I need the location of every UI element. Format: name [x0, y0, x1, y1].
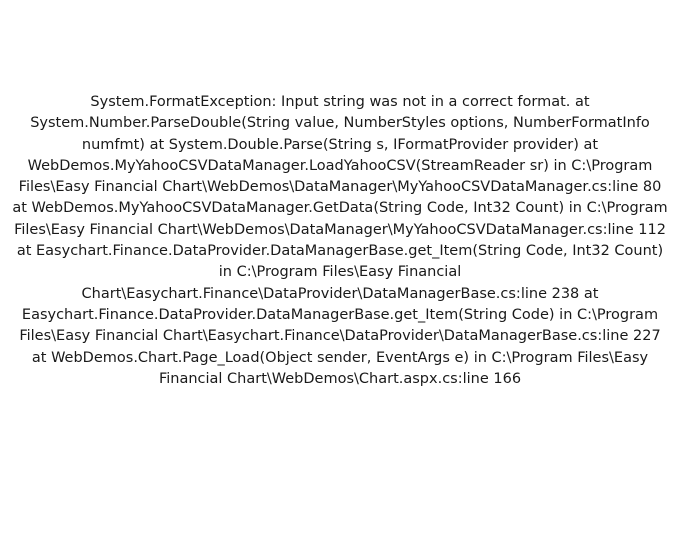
- exception-stack-trace: System.FormatException: Input string was not in a correct format. at System.Number.ParseDouble(String value, NumberStyles options, NumberFormatInfo numfmt) at System.Double.Parse(String s, IFormatProvider provider) at WebDemos.MyYahooCSVDataManager.LoadYahooCSV(StreamReader sr) in C:\Program Files\Easy Financial Chart\WebDemos\DataManager\MyYahooCSVDataManager.cs:line 80 at WebDemos.MyYahooCSVDataManager.GetData(String Code, Int32 Count) in C:\Program Files\Easy Financial Chart\WebDemos\DataManager\MyYahooCSVDataManager.cs:line 112 at Easychart.Finance.DataProvider.DataManagerBase.get_Item(String Code, Int32 Count) in C:\Program Files\Easy Financial Chart\Easychart.Finance\DataProvider\DataManagerBase.cs:line 238 at Easychart.Finance.DataProvider.DataManagerBase.get_Item(String Code) in C:\Program Files\Easy Financial Chart\Easychart.Finance\DataProvider\DataManagerBase.cs:line 227 at WebDemos.Chart.Page_Load(Object sender, EventArgs e) in C:\Program Files\Easy Financial Chart\WebDemos\Chart.aspx.cs:line 166: [12, 94, 673, 387]
